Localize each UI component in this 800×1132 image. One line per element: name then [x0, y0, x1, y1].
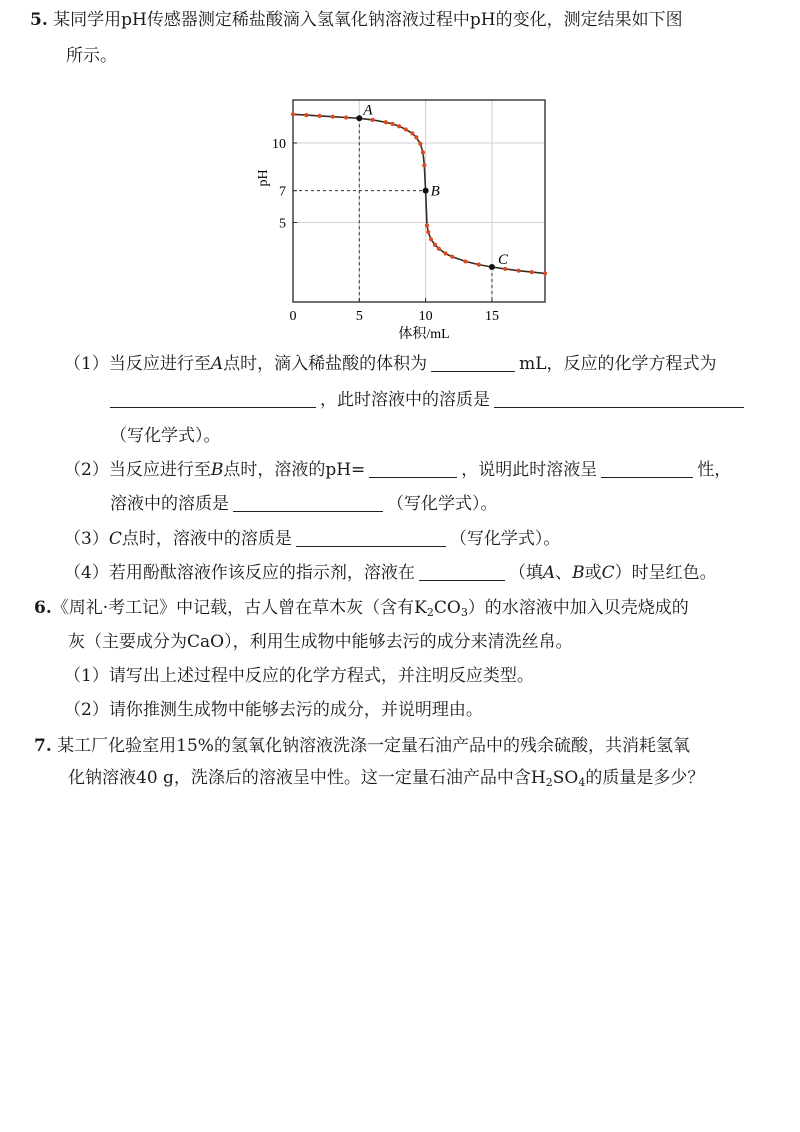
q7-line2 — [68, 766, 704, 790]
data-point — [450, 255, 454, 259]
q5-part3 — [64, 527, 560, 551]
data-point — [291, 112, 295, 116]
ph-curve — [293, 114, 545, 273]
q5-p2-prefix: （2）当反应进行至 — [64, 460, 211, 480]
q6-line1b: ）的水溶液中加入贝壳烧成的 — [467, 598, 689, 618]
q5-p2-mid: 点时，溶液的pH= — [223, 460, 366, 480]
data-point — [344, 115, 348, 119]
q7-so: SO — [552, 768, 579, 788]
q5-part1-line1 — [64, 352, 717, 376]
q5-p2-line2b: （写化学式）。 — [387, 494, 498, 514]
q6-co: CO — [433, 598, 461, 618]
data-point — [437, 247, 441, 251]
q5-p4-fill: （填 — [508, 563, 543, 583]
q5-p2-mid2: ，说明此时溶液呈 — [461, 460, 598, 480]
nature-answer-blank[interactable] — [601, 459, 693, 478]
data-point — [414, 135, 418, 139]
q5-p4-b: B — [572, 563, 585, 583]
point-a-label: A — [363, 102, 373, 119]
solute-c-answer-blank[interactable] — [296, 528, 446, 547]
data-point — [429, 237, 433, 241]
data-point — [433, 243, 437, 247]
q5-p1-mid: 点时，滴入稀盐酸的体积为 — [223, 354, 428, 374]
q6-part1: （1）请写出上述过程中反应的化学方程式，并注明反应类型。 — [64, 666, 534, 686]
x-axis-label: 体积/mL — [398, 327, 450, 340]
data-point — [421, 150, 425, 154]
q7-line2b: 的质量是多少？ — [585, 768, 705, 788]
q5-p4-c: C — [601, 563, 615, 583]
data-point — [477, 263, 481, 267]
data-point — [543, 271, 547, 275]
q5-p1-prefix: （1）当反应进行至 — [64, 354, 211, 374]
q5-part1-line2 — [110, 388, 748, 412]
data-point — [304, 113, 308, 117]
q5-line1 — [30, 8, 683, 32]
x-tick-label: 5 — [355, 309, 363, 324]
q7-line1 — [34, 734, 690, 758]
q5-p2-line2a: 溶液中的溶质是 — [110, 494, 229, 514]
plot-frame — [293, 100, 545, 302]
data-point — [370, 118, 374, 122]
x-tick-label: 15 — [484, 309, 499, 324]
data-point — [404, 127, 408, 131]
q5-part2-line2 — [110, 492, 498, 516]
volume-answer-blank[interactable] — [431, 353, 515, 372]
q5-p3-end: （写化学式）。 — [449, 529, 561, 549]
data-point — [418, 142, 422, 146]
data-point — [426, 230, 430, 234]
data-point — [317, 114, 321, 118]
data-point — [530, 270, 534, 274]
x-tick-label: 10 — [418, 309, 433, 324]
data-point — [443, 251, 447, 255]
point-c-marker — [489, 264, 495, 270]
data-point — [397, 124, 401, 128]
q6-line1a: 《周礼·考工记》中记载，古人曾在草木灰（含有K — [51, 598, 427, 618]
data-point — [516, 269, 520, 273]
y-axis-label: pH — [256, 169, 271, 187]
ph-titration-chart — [250, 90, 560, 340]
q6-line1 — [34, 596, 689, 620]
q5-p1-point: A — [210, 354, 224, 374]
data-point — [390, 122, 394, 126]
y-tick-label: 10 — [272, 136, 286, 152]
q5-p2-point: B — [210, 460, 224, 480]
q5-part1-line3: （写化学式）。 — [110, 426, 221, 446]
q5-stem: 某同学用pH传感器测定稀盐酸滴入氢氧化钠溶液过程中pH的变化，测定结果如下图 — [53, 10, 683, 30]
q6-line2: 灰（主要成分为CaO），利用生成物中能够去污的成分来清洗丝帛。 — [68, 632, 573, 652]
q6-number: 6. — [34, 598, 52, 618]
q6-sub3: 3 — [460, 606, 468, 619]
data-point — [331, 115, 335, 119]
ph-answer-blank[interactable] — [369, 459, 457, 478]
q7-sub2: 2 — [545, 776, 553, 789]
q7-line2a: 化钠溶液40 g，洗涤后的溶液呈中性。这一定量石油产品中含H — [68, 768, 546, 788]
q6-sub2: 2 — [426, 606, 434, 619]
q5-p2-end: 性， — [697, 460, 732, 480]
q5-p4-a: A — [542, 563, 556, 583]
data-point — [425, 224, 429, 228]
q5-number: 5. — [30, 10, 48, 30]
q7-sub4: 4 — [578, 776, 586, 789]
point-a-marker — [356, 115, 362, 121]
y-tick-label: 5 — [279, 216, 286, 232]
q5-p4-sep: 、 — [555, 563, 573, 583]
q7-number: 7. — [34, 736, 52, 756]
y-tick-label: 7 — [279, 184, 286, 200]
q5-p4-or: 或 — [584, 563, 602, 583]
q5-part4 — [64, 561, 717, 585]
q5-p3-point: C — [108, 529, 122, 549]
data-point — [422, 163, 426, 167]
q5-line2: 所示。 — [66, 46, 117, 66]
q5-p4-end: ）时呈红色。 — [614, 563, 717, 583]
q7-stem: 某工厂化验室用15%的氢氧化钠溶液洗涤一定量石油产品中的残余硫酸，共消耗氢氧 — [57, 736, 690, 756]
solute-a-answer-blank[interactable] — [494, 389, 744, 408]
equation-answer-blank[interactable] — [110, 389, 316, 408]
data-point — [410, 131, 414, 135]
q5-p1-unit: mL，反应的化学方程式为 — [519, 354, 717, 374]
x-tick-label: 0 — [289, 309, 297, 324]
q5-p1-mid2: ，此时溶液中的溶质是 — [320, 390, 490, 410]
q5-p4-prefix: （4）若用酚酞溶液作该反应的指示剂，溶液在 — [64, 563, 415, 583]
point-b-marker — [423, 188, 429, 194]
q5-p3-prefix: （3） — [64, 529, 109, 549]
data-point — [384, 120, 388, 124]
q6-part2: （2）请你推测生成物中能够去污的成分，并说明理由。 — [64, 700, 483, 720]
q5-p3-mid: 点时，溶液中的溶质是 — [121, 529, 292, 549]
solute-b-answer-blank[interactable] — [233, 493, 383, 512]
point-b-label: B — [430, 183, 440, 200]
indicator-answer-blank[interactable] — [419, 562, 505, 581]
q5-part2-line1 — [64, 458, 731, 482]
data-point — [463, 259, 467, 263]
point-c-label: C — [497, 252, 508, 269]
